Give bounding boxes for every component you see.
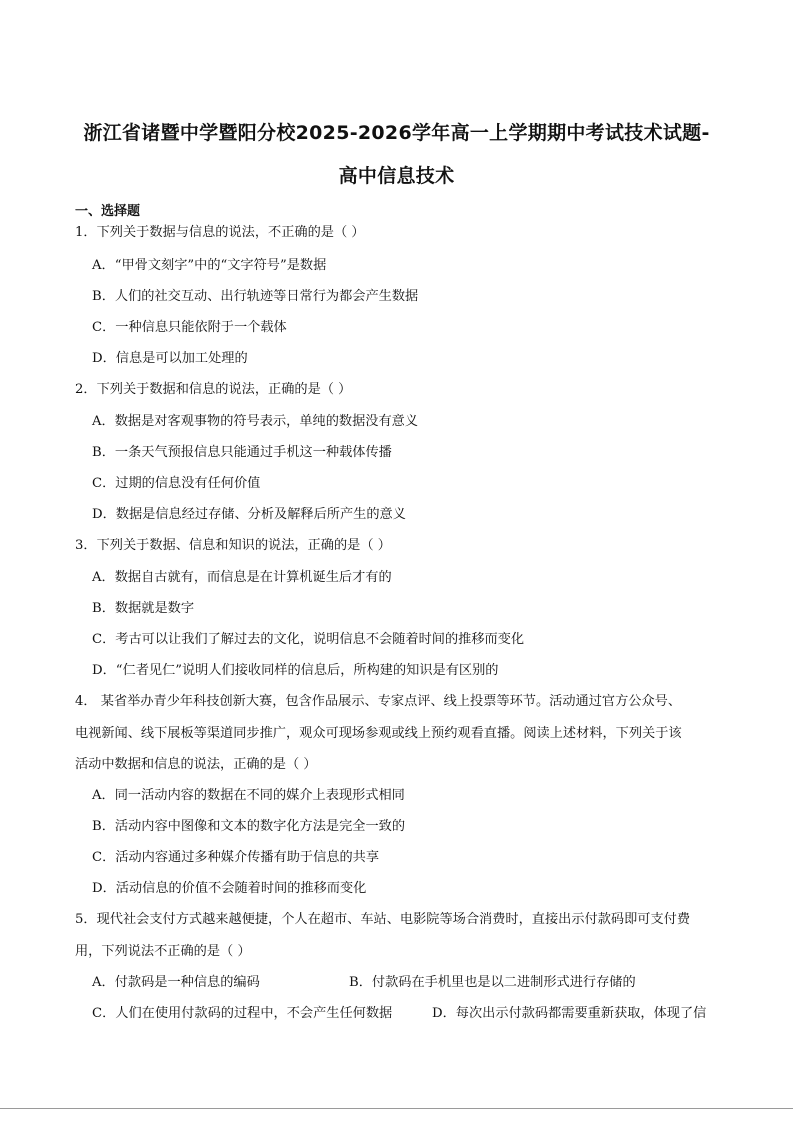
- option-b: B．数据就是数字: [92, 601, 195, 616]
- question-stem-line-1: 4． 某省举办青少年科技创新大赛，包含作品展示、专家点评、线上投票等环节。活动通过官方公众号、: [75, 694, 682, 709]
- option-a: A．“甲骨文刻字”中的“文字符号”是数据: [92, 258, 327, 273]
- option-c: C．一种信息只能依附于一个载体: [92, 320, 287, 335]
- option-a: A．同一活动内容的数据在不同的媒介上表现形式相同: [92, 788, 405, 803]
- question-stem-line-3: 活动中数据和信息的说法，正确的是（ ）: [75, 757, 317, 772]
- option-d: D．“仁者见仁”说明人们接收同样的信息后，所构建的知识是有区别的: [92, 663, 499, 678]
- option-b: B．活动内容中图像和文本的数字化方法是完全一致的: [92, 819, 406, 834]
- option-d: D．数据是信息经过存储、分析及解释后所产生的意义: [92, 507, 406, 522]
- option-d: D．每次出示付款码都需要重新获取，体现了信: [432, 1006, 707, 1021]
- question-stem-line-1: 5．现代社会支付方式越来越便捷，个人在超市、车站、电影院等场合消费时，直接出示付款码即可支付费: [75, 912, 691, 927]
- page-title-line-1: 浙江省诸暨中学暨阳分校2025-2026学年高一上学期期中考试技术试题-: [83, 122, 710, 144]
- option-c: C．考古可以让我们了解过去的文化，说明信息不会随着时间的推移而变化: [92, 632, 525, 647]
- page-title-line-2: 高中信息技术: [338, 165, 455, 187]
- section-heading: 一、选择题: [75, 204, 141, 219]
- option-a: A．付款码是一种信息的编码: [92, 975, 260, 990]
- question-stem-line-2: 用，下列说法不正确的是（ ）: [75, 944, 251, 959]
- option-b: B．一条天气预报信息只能通过手机这一种载体传播: [92, 445, 392, 460]
- option-b: B．人们的社交互动、出行轨迹等日常行为都会产生数据: [92, 289, 419, 304]
- page-bottom-rule: [0, 1108, 793, 1109]
- option-c: C．活动内容通过多种媒介传播有助于信息的共享: [92, 850, 380, 865]
- option-c: C．人们在使用付款码的过程中，不会产生任何数据: [92, 1006, 393, 1021]
- option-d: D．信息是可以加工处理的: [92, 351, 248, 366]
- option-a: A．数据自古就有，而信息是在计算机诞生后才有的: [92, 570, 392, 585]
- option-b: B．付款码在手机里也是以二进制形式进行存储的: [349, 975, 636, 990]
- question-stem: 1．下列关于数据与信息的说法，不正确的是（ ）: [75, 225, 365, 240]
- option-d: D．活动信息的价值不会随着时间的推移而变化: [92, 881, 367, 896]
- question-stem: 2．下列关于数据和信息的说法，正确的是（ ）: [75, 382, 352, 397]
- option-a: A．数据是对客观事物的符号表示，单纯的数据没有意义: [92, 414, 419, 429]
- question-stem: 3．下列关于数据、信息和知识的说法，正确的是（ ）: [75, 538, 391, 553]
- option-c: C．过期的信息没有任何价值: [92, 476, 261, 491]
- question-stem-line-2: 电视新闻、线下展板等渠道同步推广，观众可现场参观或线上预约观看直播。阅读上述材料，下列关于该: [75, 726, 682, 741]
